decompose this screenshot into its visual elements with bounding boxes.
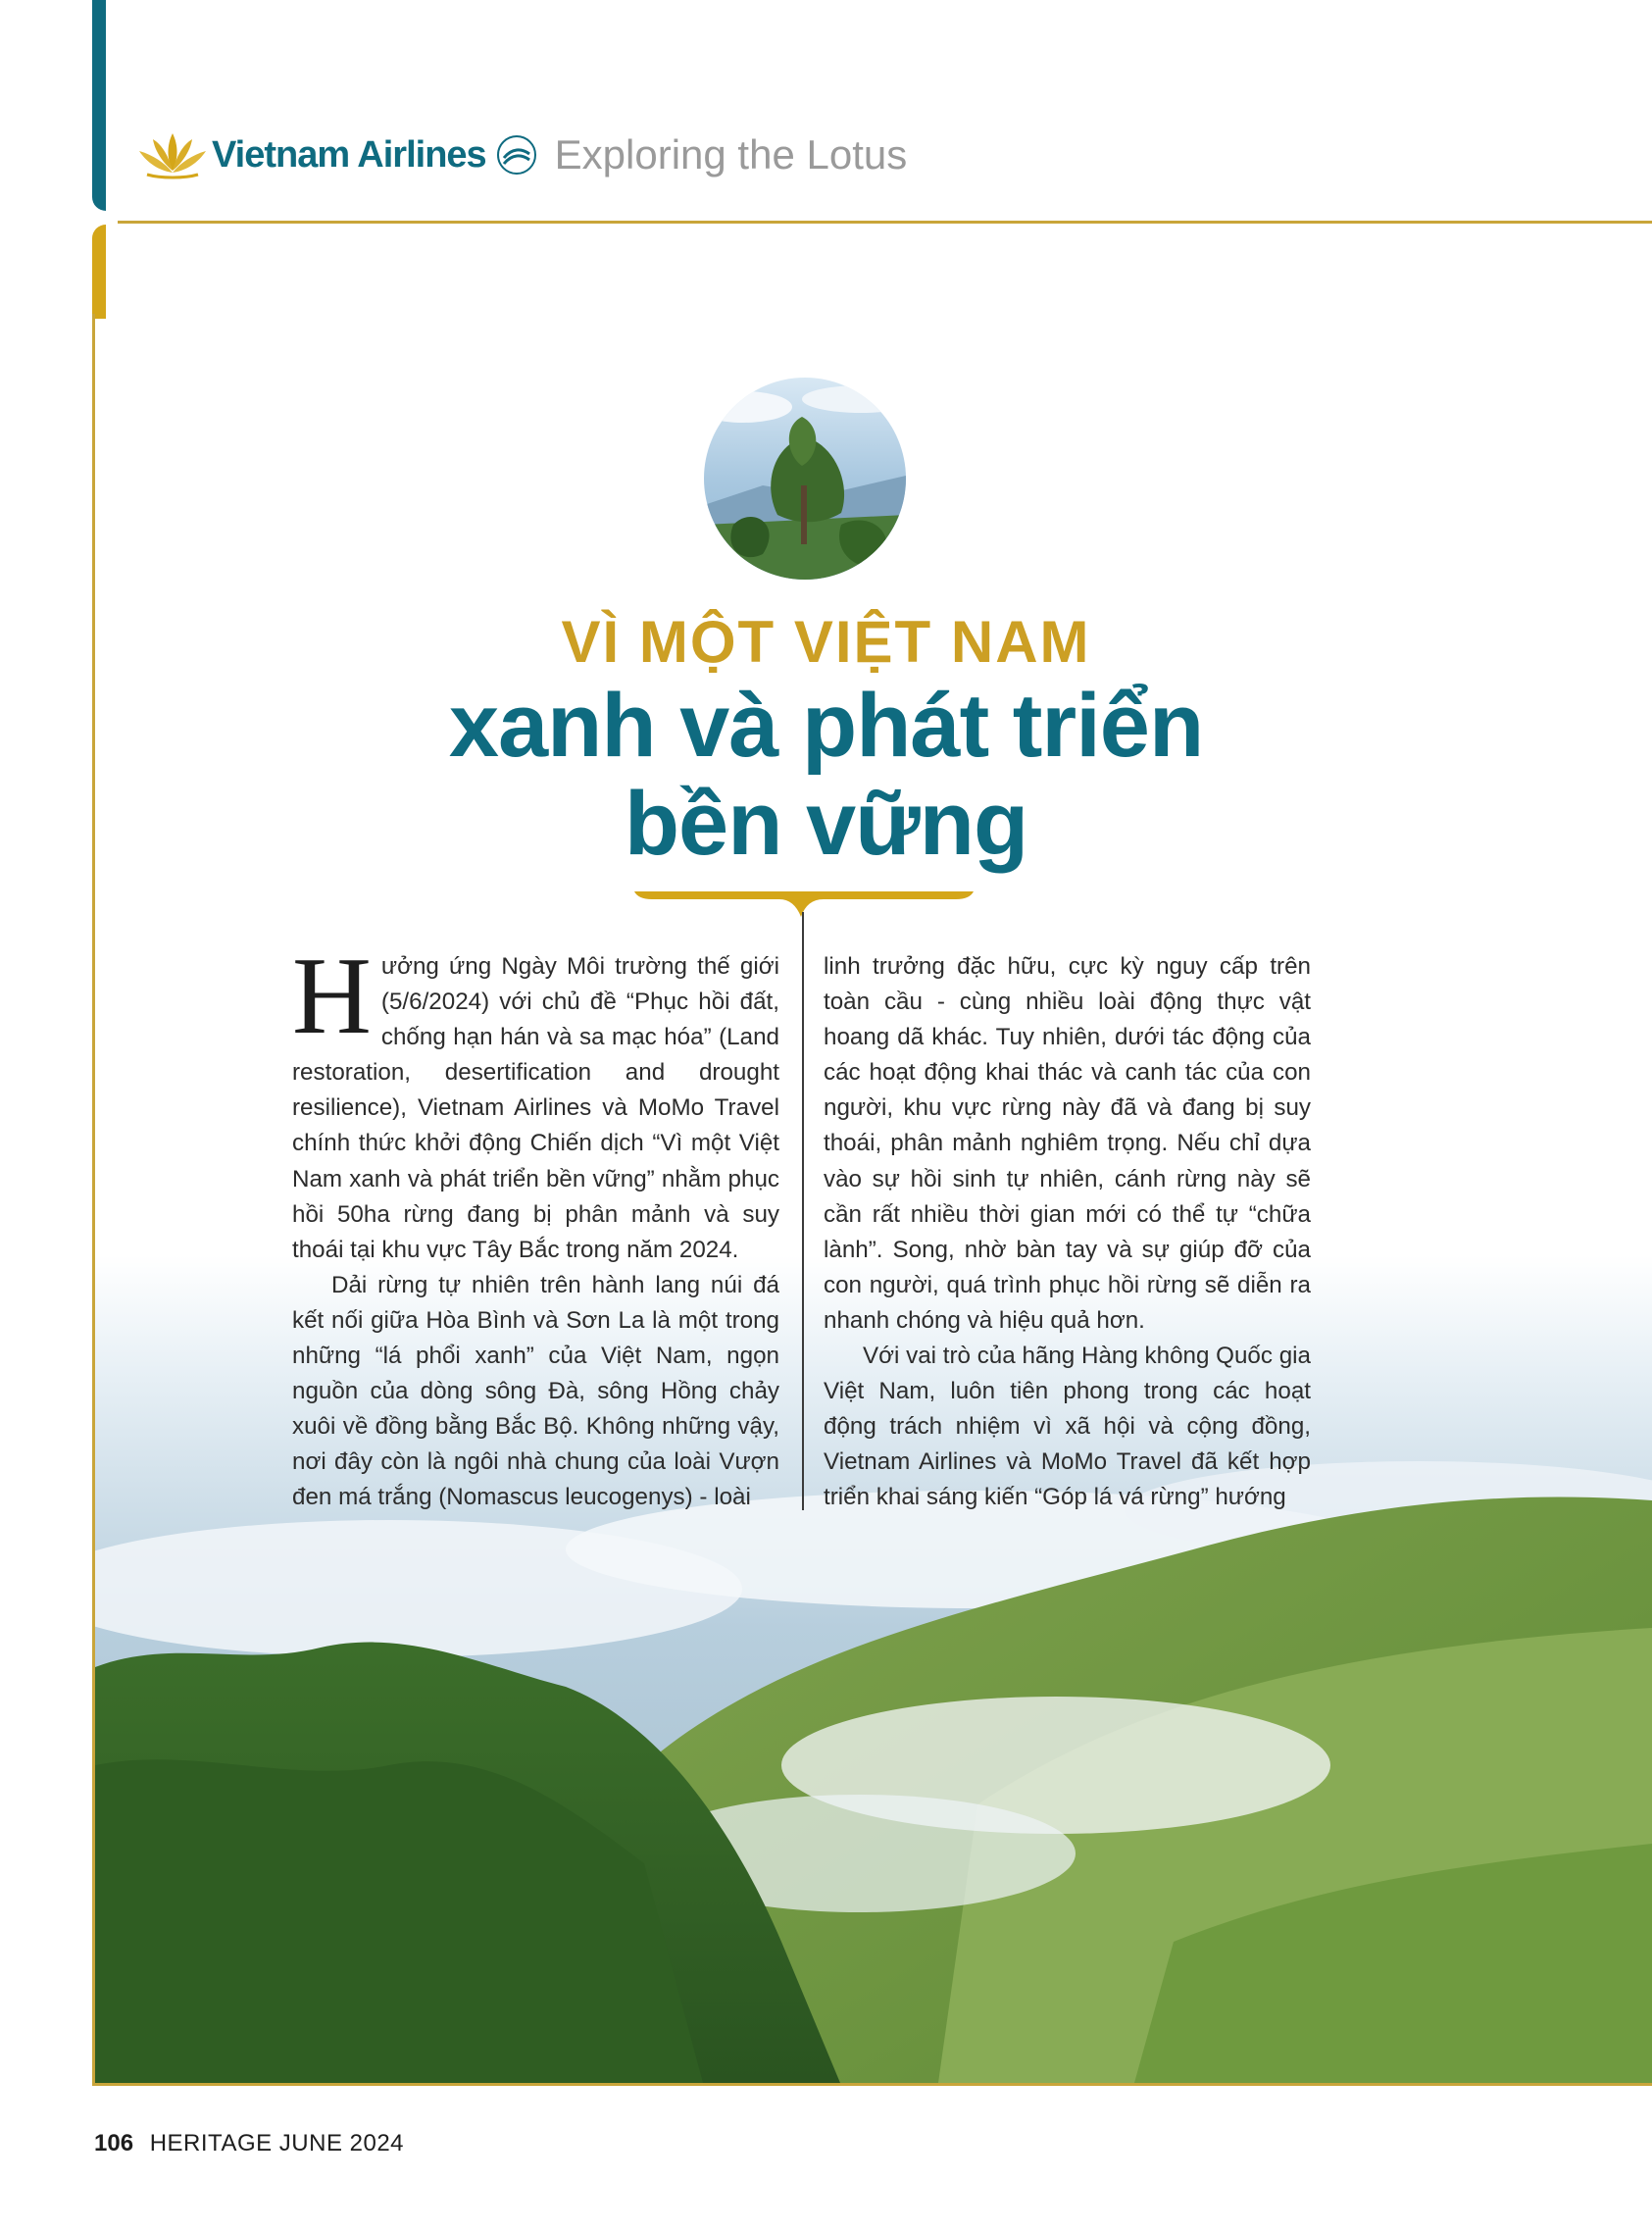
article-paragraph: linh trưởng đặc hữu, cực kỳ nguy cấp trên toàn cầu - cùng nhiều loài động thực vật hoang dã khác. Tuy nhiên, dưới tác động của các hoạt động khai thác và canh tác của con người, khu vực rừng này đã và đang bị suy thoái, phân mảnh nghiêm trọng. Nếu chỉ dựa vào sự hồi sinh tự nhiên, cánh rừng này sẽ cần rất nhiều thời gian mới có thể tự “chữa lành”. Song, nhờ bàn tay và sự giúp đỡ của con người, quá trình phục hồi rừng sẽ diễn ra nhanh chóng và hiệu quả hơn. [824, 953, 1311, 1334]
article-column-right [824, 949, 1311, 1516]
article-headline [0, 677, 1652, 873]
section-title: Exploring the Lotus [554, 131, 908, 178]
header-rule [118, 221, 1652, 224]
headline-line-1: xanh và phát triển [448, 676, 1204, 776]
skyteam-icon [496, 134, 537, 176]
page-footer [94, 2130, 404, 2157]
headline-line-2: bền vững [624, 774, 1028, 874]
article-paragraph: Dải rừng tự nhiên trên hành lang núi đá kết nối giữa Hòa Bình và Sơn La là một trong những “lá phổi xanh” của Việt Nam, ngọn nguồn của dòng sông Đà, sông Hồng chảy xuôi về đồng bằng Bắc Bộ. Không những vậy, nơi đây còn là ngôi nhà chung của loài Vượn đen má trắng (Nomascus leucogenys) - loài [292, 1271, 779, 1511]
article-kicker: VÌ MỘT VIỆT NAM [561, 609, 1091, 675]
page-number: 106 [94, 2130, 134, 2156]
brand-name: Vietnam Airlines [212, 133, 486, 176]
drop-cap: H [292, 936, 372, 1057]
lotus-logo-icon [137, 129, 208, 180]
tree-photo [704, 378, 906, 580]
article-paragraph: Với vai trò của hãng Hàng không Quốc gia Việt Nam, luôn tiên phong trong các hoạt động trách nhiệm vì xã hội và cộng đồng, Vietnam Airlines và MoMo Travel đã kết hợp triển khai sáng kiến “Góp lá vá rừng” hướng [824, 1343, 1311, 1511]
column-divider [802, 912, 804, 1510]
frame-bottom-rule [92, 2083, 1652, 2086]
header-brand [137, 126, 907, 184]
title-ornament-divider [632, 888, 976, 927]
article-column-left [292, 936, 779, 1516]
paragraph-text: ưởng ứng Ngày Môi trường thế giới (5/6/2024) với chủ đề “Phục hồi đất, chống hạn hán và sa mạc hóa” (Land restoration, desertification and drought resilience), Vietnam Airlines và MoMo Travel chính thức khởi động Chiến dịch “Vì một Việt Nam xanh và phát triển bền vững” nhằm phục hồi 50ha rừng đang bị phân mảnh và suy thoái tại khu vực Tây Bắc trong năm 2024. [292, 953, 779, 1263]
header-accent-bar [92, 0, 106, 211]
magazine-issue: HERITAGE JUNE 2024 [149, 2130, 405, 2156]
frame-corner-accent [92, 225, 106, 319]
article-paragraph [292, 936, 779, 1268]
